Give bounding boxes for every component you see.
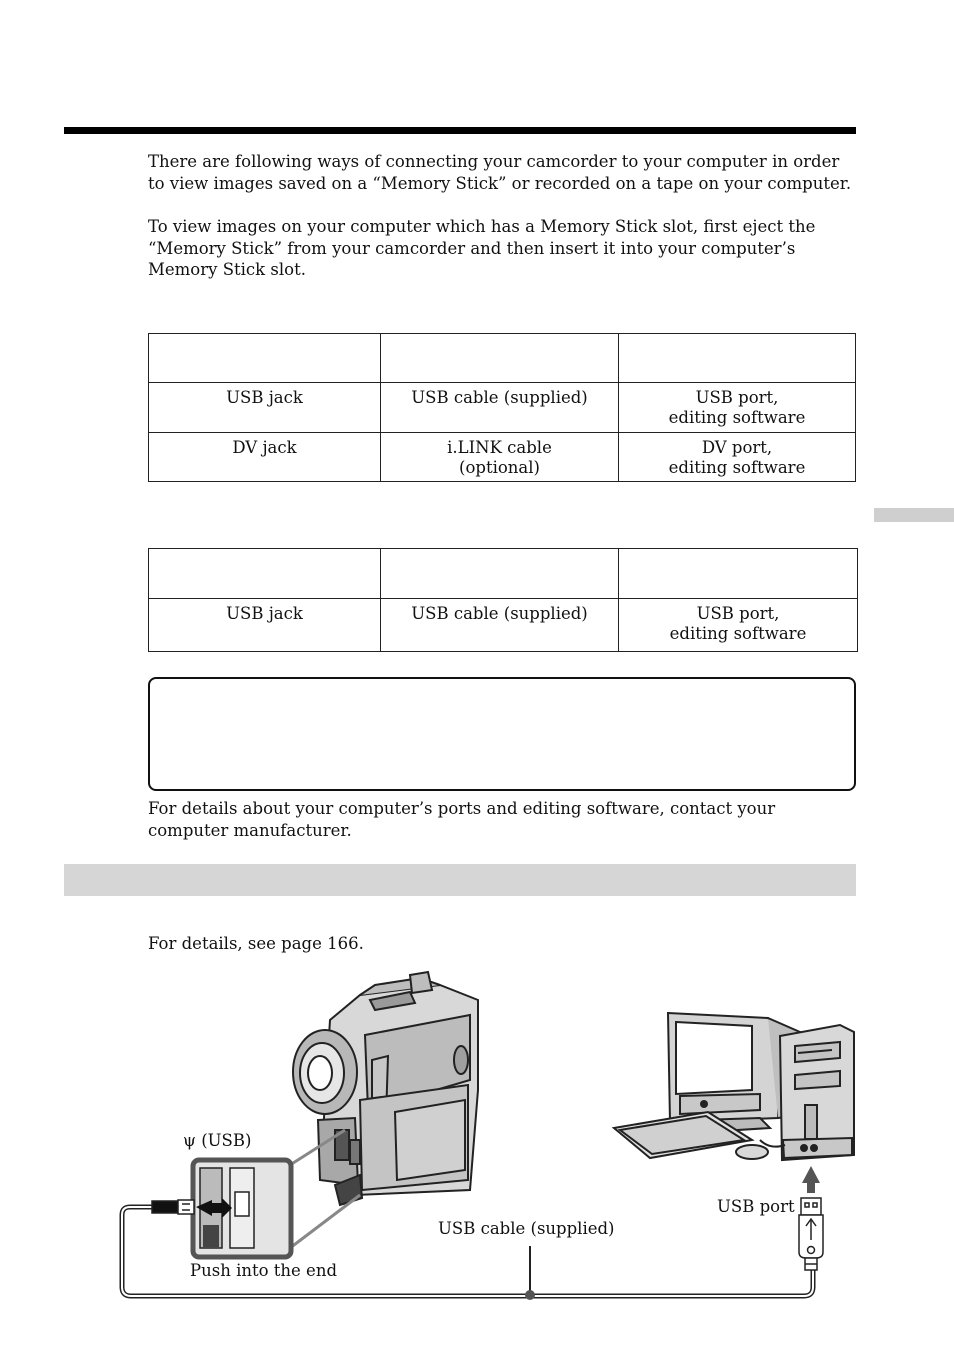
table-header-cell — [381, 549, 619, 599]
table-row — [149, 383, 856, 433]
cell-line: editing software — [669, 623, 807, 643]
table-cell: USB jack — [149, 599, 381, 652]
table-cell — [619, 383, 856, 433]
table-header-row — [149, 334, 856, 383]
table-header-cell — [381, 334, 619, 383]
intro-paragraph-1: There are following ways of connecting your camcorder to your computer in order to view images saved on a “Memory Stick” or recorded on a tape on your computer. — [148, 152, 852, 193]
table-header-row — [149, 549, 858, 599]
usb-port-label: USB port — [717, 1197, 795, 1216]
usb-plug-icon — [799, 1198, 823, 1270]
section-heading-bar — [64, 864, 856, 896]
cell-line: USB port, — [695, 388, 779, 407]
table-header-cell — [619, 549, 858, 599]
connection-table-1 — [148, 333, 856, 482]
computer-illustration — [614, 1013, 854, 1160]
cell-line: (optional) — [459, 457, 540, 477]
usb-jack-label — [183, 1130, 251, 1152]
usb-jack-text: (USB) — [201, 1131, 252, 1150]
cell-line: USB port, — [696, 604, 780, 623]
note-box — [148, 677, 856, 791]
table-cell: USB jack — [149, 383, 381, 433]
connection-illustration — [0, 960, 954, 1310]
details-paragraph: For details about your computer’s ports and editing software, contact your computer manufacturer. — [148, 799, 776, 840]
table-header-cell — [619, 334, 856, 383]
usb-symbol-icon: ψ — [183, 1131, 196, 1150]
table-cell — [619, 433, 856, 482]
cell-line: DV port, — [701, 438, 773, 457]
table-cell: DV jack — [149, 433, 381, 482]
side-tab-marker — [874, 508, 954, 522]
table-row — [149, 433, 856, 482]
table-row — [149, 599, 858, 652]
table-cell — [619, 599, 858, 652]
table-cell: USB cable (supplied) — [381, 599, 619, 652]
connection-table-2 — [148, 548, 858, 652]
header-rule — [64, 127, 856, 134]
table-cell: USB cable (supplied) — [381, 383, 619, 433]
see-page-text: For details, see page 166. — [148, 934, 364, 953]
table-header-cell — [149, 334, 381, 383]
intro-paragraph-2: To view images on your computer which has a Memory Stick slot, first eject the “Memory Stick” from your camcorder and then insert it into your computer’s Memory Stick slot. — [148, 217, 816, 279]
usb-plug-icon — [152, 1200, 194, 1214]
cell-line: editing software — [668, 407, 806, 427]
cell-line: i.LINK cable — [447, 438, 552, 457]
table-header-cell — [149, 549, 381, 599]
push-label: Push into the end — [190, 1261, 338, 1280]
arrow-icon — [802, 1166, 820, 1193]
camcorder-illustration — [293, 972, 478, 1205]
cable-label: USB cable (supplied) — [438, 1219, 615, 1238]
cell-line: editing software — [668, 457, 806, 477]
table-cell — [381, 433, 619, 482]
